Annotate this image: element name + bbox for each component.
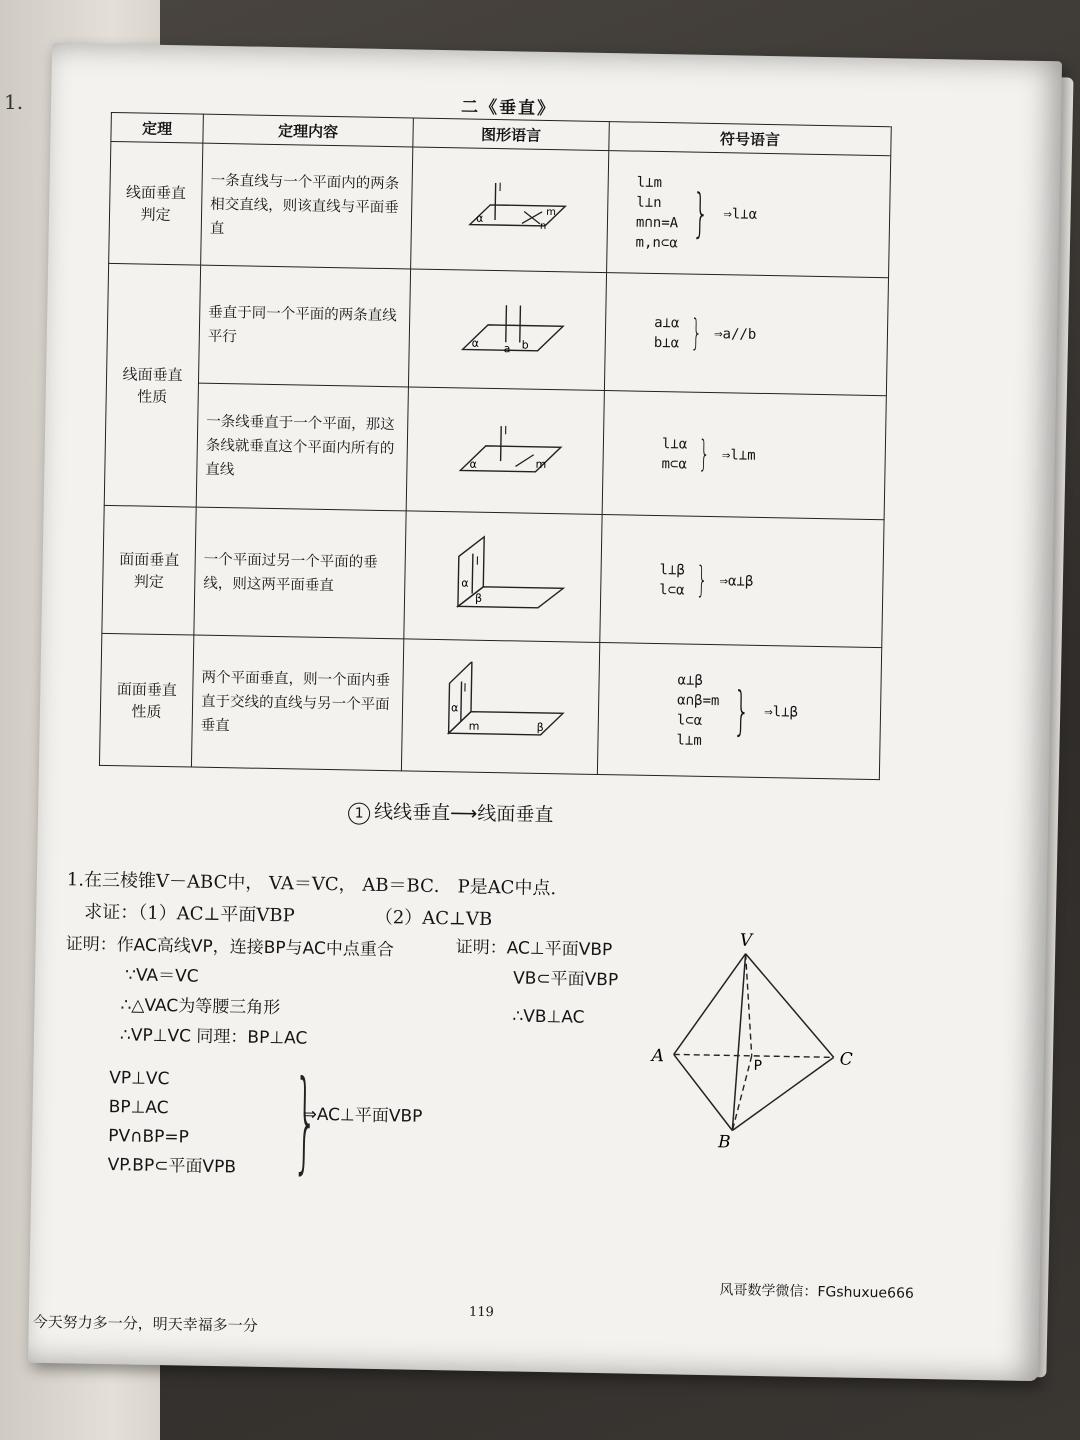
proof-line: ∵VA＝VC xyxy=(124,965,199,987)
fig-label: l xyxy=(503,423,507,437)
fig-label: β xyxy=(474,591,482,605)
proof-left xyxy=(64,929,394,1055)
vertex-label: A xyxy=(651,1046,665,1067)
row-name: 线面垂直 判定 xyxy=(109,141,203,265)
row-symbols xyxy=(607,151,891,278)
table-row xyxy=(104,381,886,519)
symbol-item: l⊥β xyxy=(659,561,686,579)
condition-item: VP⊥VC xyxy=(109,1068,170,1090)
row-content: 一条直线与一个平面内的两条相交直线，则该直线与平面垂直 xyxy=(201,143,413,269)
fig-label: n xyxy=(539,220,546,232)
header-figure: 图形语言 xyxy=(413,118,609,151)
brace-conditions xyxy=(107,1064,237,1182)
problem-statement: 1.在三棱锥V－ABC中， VA＝VC， AB＝BC． P是AC中点. xyxy=(66,869,557,900)
brace-icon: } xyxy=(732,680,751,742)
row-content: 一条线垂直于一个平面，那这条线就垂直这个平面内所有的直线 xyxy=(196,383,408,511)
fig-label: α xyxy=(471,336,479,350)
pyramid-figure xyxy=(642,924,866,1158)
fig-label: m xyxy=(468,719,480,733)
fig-label: b xyxy=(521,338,529,352)
row-figure xyxy=(408,269,606,391)
symbol-item: m,n⊂α xyxy=(635,234,678,251)
circled-number: 1 xyxy=(348,802,370,824)
condition-item: PV∩BP=P xyxy=(107,1126,190,1148)
condition-item: BP⊥AC xyxy=(108,1097,169,1119)
proof-line: ∴VB⊥AC xyxy=(512,1006,585,1028)
row-figure xyxy=(401,639,599,775)
brace-icon: } xyxy=(690,312,703,354)
fig-label: l xyxy=(462,680,467,695)
fig-label: m xyxy=(534,457,546,471)
symbol-item: m⊂α xyxy=(661,455,688,473)
row-symbols xyxy=(600,515,884,648)
footer-motto: 今天努力多一分，明天幸福多一分 xyxy=(32,1312,258,1335)
fig-label: β xyxy=(536,720,544,734)
row-symbols xyxy=(604,273,888,396)
proof-line: 证明：作AC高线VP，连接BP与AC中点重合 xyxy=(65,934,394,961)
proof-line: VB⊂平面VBP xyxy=(512,968,619,991)
symbol-item: l⊥α xyxy=(661,435,688,453)
large-brace-icon: } xyxy=(292,1056,319,1185)
vertex-label: C xyxy=(839,1049,853,1070)
symbol-result: ⇒l⊥α xyxy=(723,205,758,223)
condition-item: VP.BP⊂平面VPB xyxy=(107,1155,237,1178)
row-content: 两个平面垂直，则一个面内垂直于交线的直线与另一个平面垂直 xyxy=(191,635,403,771)
fig-label: l xyxy=(475,554,479,568)
vertex-label: P xyxy=(753,1057,763,1075)
problem-requirement: 求证：（1）AC⊥平面VBP （2）AC⊥VB xyxy=(84,901,493,931)
brace-result: ⇒AC⊥平面VBP xyxy=(302,1104,423,1127)
section-title: 二《垂直》 xyxy=(460,97,557,120)
row-content: 一个平面过另一个平面的垂线，则这两平面垂直 xyxy=(194,507,406,639)
vertex-label: V xyxy=(739,930,753,951)
fig-label: α xyxy=(468,457,477,471)
proof-right xyxy=(454,932,619,1033)
brace-icon: } xyxy=(698,433,711,475)
table-row xyxy=(102,505,884,647)
fig-label: m xyxy=(545,206,556,218)
perpendicular-planes-figure xyxy=(437,531,569,623)
symbol-item: α⊥β xyxy=(677,671,704,689)
row-name: 面面垂直 判定 xyxy=(102,505,196,635)
proof-line: ∴VP⊥VC 同理：BP⊥AC xyxy=(119,1025,308,1049)
symbol-item: l⊥m xyxy=(676,731,702,749)
row-name: 面面垂直 性质 xyxy=(99,633,193,767)
proof-line: ∴△VAC为等腰三角形 xyxy=(120,995,281,1019)
page-number: 119 xyxy=(468,1304,494,1321)
symbol-result: ⇒a//b xyxy=(714,325,757,343)
brace-icon: } xyxy=(692,183,710,244)
fig-label: α xyxy=(460,575,469,590)
symbol-item: l⊂α xyxy=(676,711,703,729)
parallel-lines-figure xyxy=(447,299,568,361)
row-figure xyxy=(411,147,609,273)
fig-label: α xyxy=(475,211,483,225)
row-name: 线面垂直 性质 xyxy=(104,263,200,507)
proof-line: 证明：AC⊥平面VBP xyxy=(455,937,613,961)
brace-icon: } xyxy=(696,559,709,601)
symbol-result: ⇒l⊥β xyxy=(764,703,799,721)
fig-label: l xyxy=(497,180,502,194)
fig-label: α xyxy=(450,700,458,714)
symbol-item: a⊥α xyxy=(654,314,680,331)
symbol-item: α∩β=m xyxy=(677,691,720,709)
row-symbols xyxy=(602,391,886,520)
footer-wechat: 风哥数学微信：FGshuxue666 xyxy=(719,1282,914,1302)
vertex-label: B xyxy=(717,1132,731,1153)
row-figure xyxy=(404,511,602,643)
header-symbol: 符号语言 xyxy=(609,122,891,156)
theorem-table xyxy=(99,112,892,780)
fig-label: a xyxy=(503,341,511,355)
symbol-item: b⊥α xyxy=(653,334,680,351)
plane-line-figure xyxy=(449,174,570,246)
row-symbols xyxy=(597,642,881,779)
symbol-item: l⊥m xyxy=(636,174,663,191)
symbol-item: l⊥n xyxy=(636,194,662,211)
left-page-mark: 1. xyxy=(4,90,24,114)
table-row xyxy=(106,263,888,395)
table-row xyxy=(99,633,881,779)
perpendicular-line-figure xyxy=(445,420,566,482)
caption-text: 线线垂直⟶线面垂直 xyxy=(373,800,554,827)
book-page xyxy=(28,43,1062,1381)
symbol-item: m∩n=A xyxy=(635,214,679,231)
planes-intersection-figure xyxy=(430,660,572,753)
table-row xyxy=(109,141,891,277)
symbol-result: ⇒l⊥m xyxy=(721,446,756,464)
section-caption xyxy=(348,796,554,828)
symbol-item: l⊂α xyxy=(659,581,685,599)
header-theorem: 定理 xyxy=(111,112,204,143)
row-content: 垂直于同一个平面的两条直线平行 xyxy=(198,265,410,387)
row-figure xyxy=(406,387,604,515)
header-content: 定理内容 xyxy=(203,114,413,147)
symbol-result: ⇒α⊥β xyxy=(719,572,754,590)
